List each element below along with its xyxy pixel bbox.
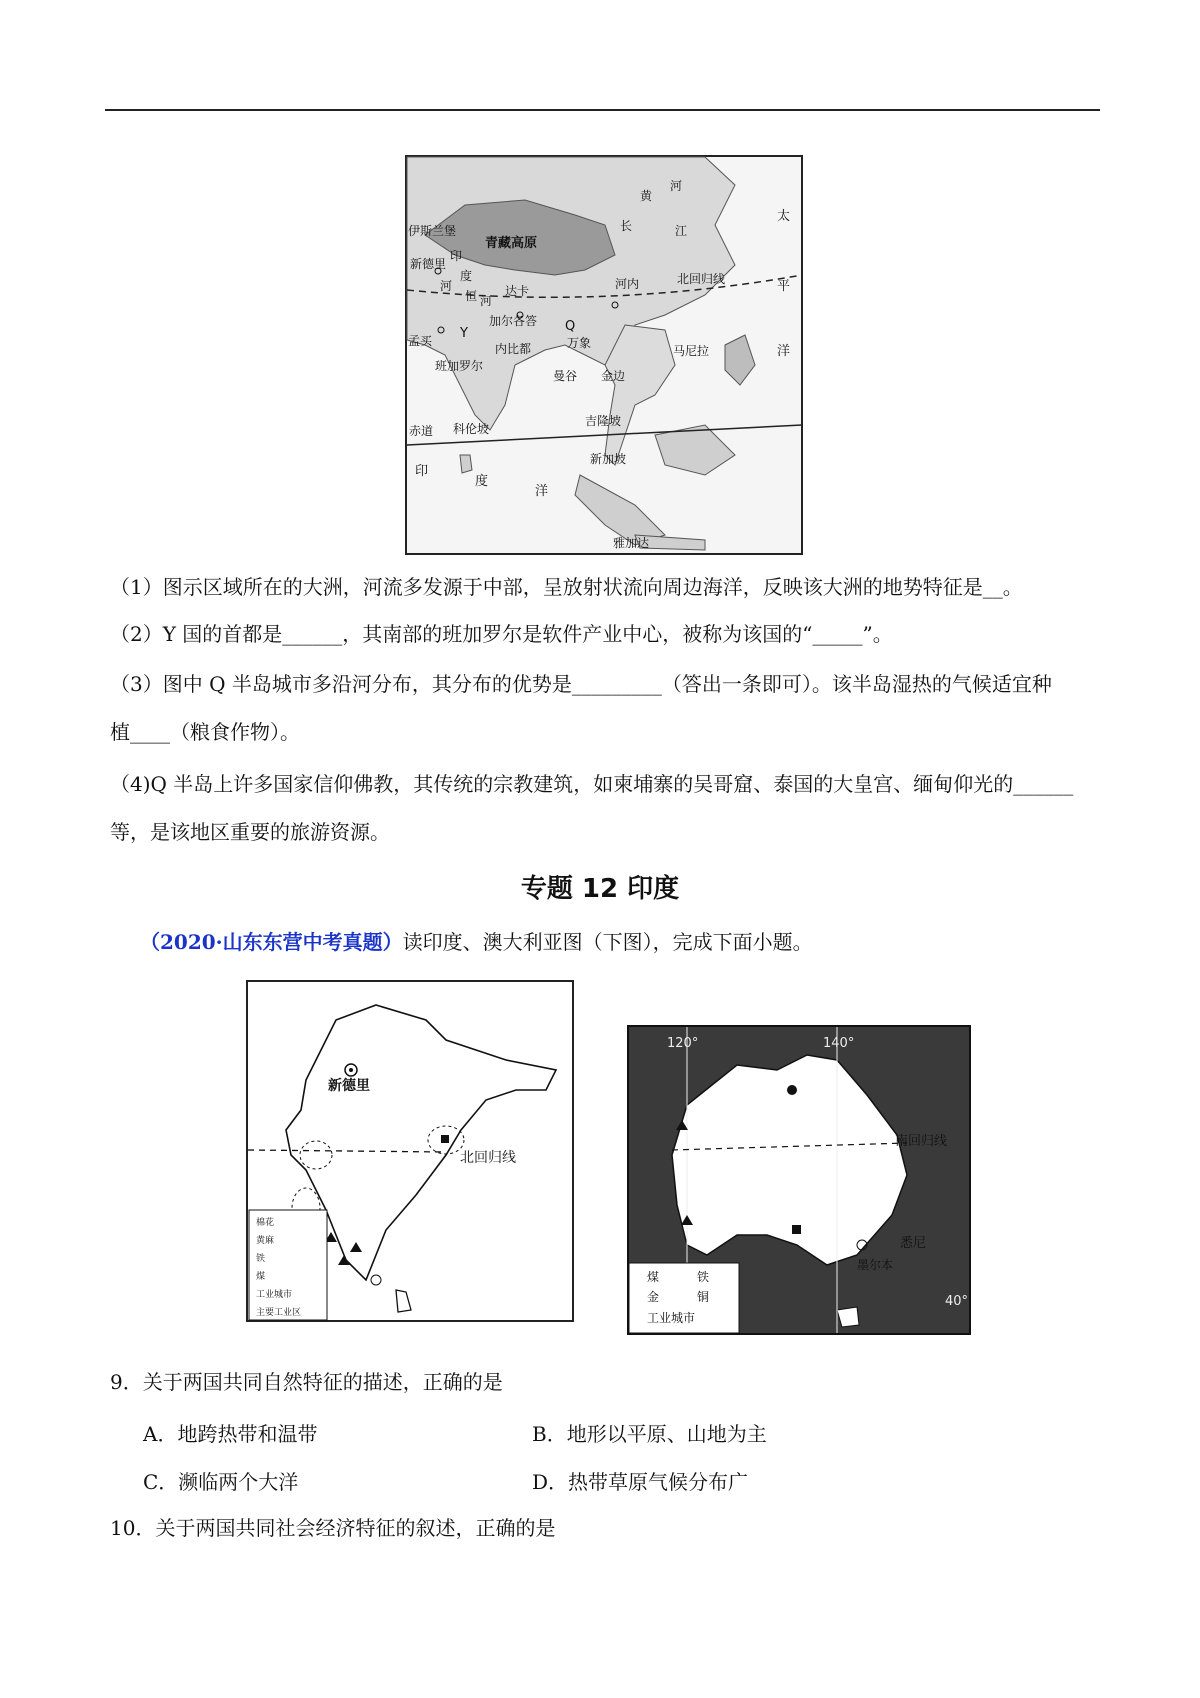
label-kolkata: 加尔各答 [489, 314, 538, 328]
label-yangtze-2: 江 [675, 224, 688, 238]
india-legend-1: 棉花 [256, 1218, 275, 1228]
australia-map [627, 1025, 971, 1335]
top-rule [105, 109, 1100, 111]
label-singapore: 新加坡 [590, 452, 627, 466]
india-legend-6: 主要工业区 [256, 1308, 302, 1318]
aus-label-lon-140: 140° [823, 1036, 855, 1051]
india-legend-2: 黄麻 [256, 1236, 275, 1246]
label-country-y: Y [460, 326, 468, 341]
label-new-delhi: 新德里 [410, 257, 447, 271]
label-pacific-2: 平 [777, 279, 791, 294]
question-2: （2）Y 国的首都是______，其南部的班加罗尔是软件产业中心，被称为该国的“_____”。 [110, 622, 893, 646]
q10-stem: 10．关于两国共同社会经济特征的叙述，正确的是 [110, 1516, 556, 1540]
label-yangtze-1: 长 [620, 219, 633, 233]
label-hanoi: 河内 [615, 277, 640, 291]
label-ganges-1: 恒 [465, 289, 478, 303]
label-jakarta: 雅加达 [613, 536, 650, 550]
aus-label-lon-120: 120° [667, 1036, 699, 1051]
asia-map [405, 155, 803, 555]
label-indian-ocean-1: 印 [415, 464, 429, 479]
india-legend-4: 煤 [256, 1272, 266, 1282]
q9-option-b[interactable]: B．地形以平原、山地为主 [532, 1422, 767, 1446]
aus-legend-5: 工业城市 [647, 1311, 696, 1325]
section-intro [140, 928, 1130, 956]
label-indus-3: 河 [440, 279, 453, 293]
label-bangalore: 班加罗尔 [435, 359, 484, 373]
label-phnom-penh: 金边 [601, 369, 626, 383]
label-colombo: 科伦坡 [453, 422, 490, 436]
aus-legend-1: 煤 [647, 1270, 660, 1284]
label-vientiane: 万象 [567, 336, 592, 350]
label-pacific-3: 洋 [777, 344, 791, 359]
question-1: （1）图示区域所在的大洲，河流多发源于中部，呈放射状流向周边海洋，反映该大洲的地势特征是__。 [110, 575, 1023, 599]
label-pacific-1: 太 [777, 209, 791, 224]
label-kathmandu: 达卡 [505, 284, 530, 298]
question-3-line-1: （3）图中 Q 半岛城市多沿河分布，其分布的优势是_________（答出一条即可）。该半岛湿热的气候适宜种 [110, 672, 1052, 696]
label-islamabad: 伊斯兰堡 [408, 224, 457, 238]
label-bangkok: 曼谷 [553, 369, 578, 383]
section-title: 专题 12 印度 [520, 874, 680, 904]
india-label-capital: 新德里 [328, 1078, 370, 1094]
label-yellow-river-2: 河 [670, 179, 683, 193]
question-4-line-1: （4)Q 半岛上许多国家信仰佛教，其传统的宗教建筑，如柬埔寨的吴哥窟、泰国的大皇宫、缅甸仰光的______ [110, 772, 1074, 796]
label-tropic: 北回归线 [677, 272, 726, 286]
india-label-tropic: 北回归线 [460, 1150, 516, 1166]
question-4-line-2: 等，是该地区重要的旅游资源。 [110, 820, 390, 844]
label-manila: 马尼拉 [673, 344, 710, 358]
label-kuala-lumpur: 吉隆坡 [585, 414, 622, 428]
aus-label-sydney: 悉尼 [900, 1236, 927, 1251]
label-indian-ocean-3: 洋 [535, 484, 549, 499]
aus-label-lat-40: 40° [945, 1294, 969, 1309]
label-peninsula-q: Q [565, 319, 576, 334]
aus-legend-3: 金 [647, 1290, 660, 1304]
label-qinghai-tibet: 青藏高原 [485, 236, 538, 251]
label-ganges-2: 河 [480, 294, 493, 308]
source-tag: （2020·山东东营中考真题） [140, 930, 403, 954]
intro-text: 读印度、澳大利亚图（下图），完成下面小题。 [402, 930, 813, 954]
india-legend-5: 工业城市 [256, 1290, 293, 1300]
q9-option-c[interactable]: C．濒临两个大洋 [143, 1470, 299, 1494]
india-legend-3: 铁 [256, 1254, 266, 1264]
label-equator: 赤道 [409, 424, 434, 438]
aus-legend-2: 铁 [697, 1270, 710, 1284]
q9-option-d[interactable]: D．热带草原气候分布广 [532, 1470, 749, 1494]
label-indus-2: 度 [460, 269, 473, 283]
aus-legend-4: 铜 [697, 1290, 710, 1304]
label-indian-ocean-2: 度 [475, 474, 489, 489]
label-yellow-river-1: 黄 [640, 189, 653, 203]
question-3-line-2: 植____（粮食作物）。 [110, 720, 300, 744]
aus-label-tropic: 南回归线 [895, 1134, 948, 1149]
label-indus-1: 印 [450, 249, 463, 263]
label-mumbai: 孟买 [408, 334, 433, 348]
aus-label-melbourne: 墨尔本 [857, 1258, 894, 1272]
india-map [246, 980, 574, 1322]
q9-stem: 9．关于两国共同自然特征的描述，正确的是 [110, 1370, 503, 1394]
q9-option-a[interactable]: A．地跨热带和温带 [143, 1422, 318, 1446]
label-naypyidaw: 内比都 [495, 342, 532, 356]
